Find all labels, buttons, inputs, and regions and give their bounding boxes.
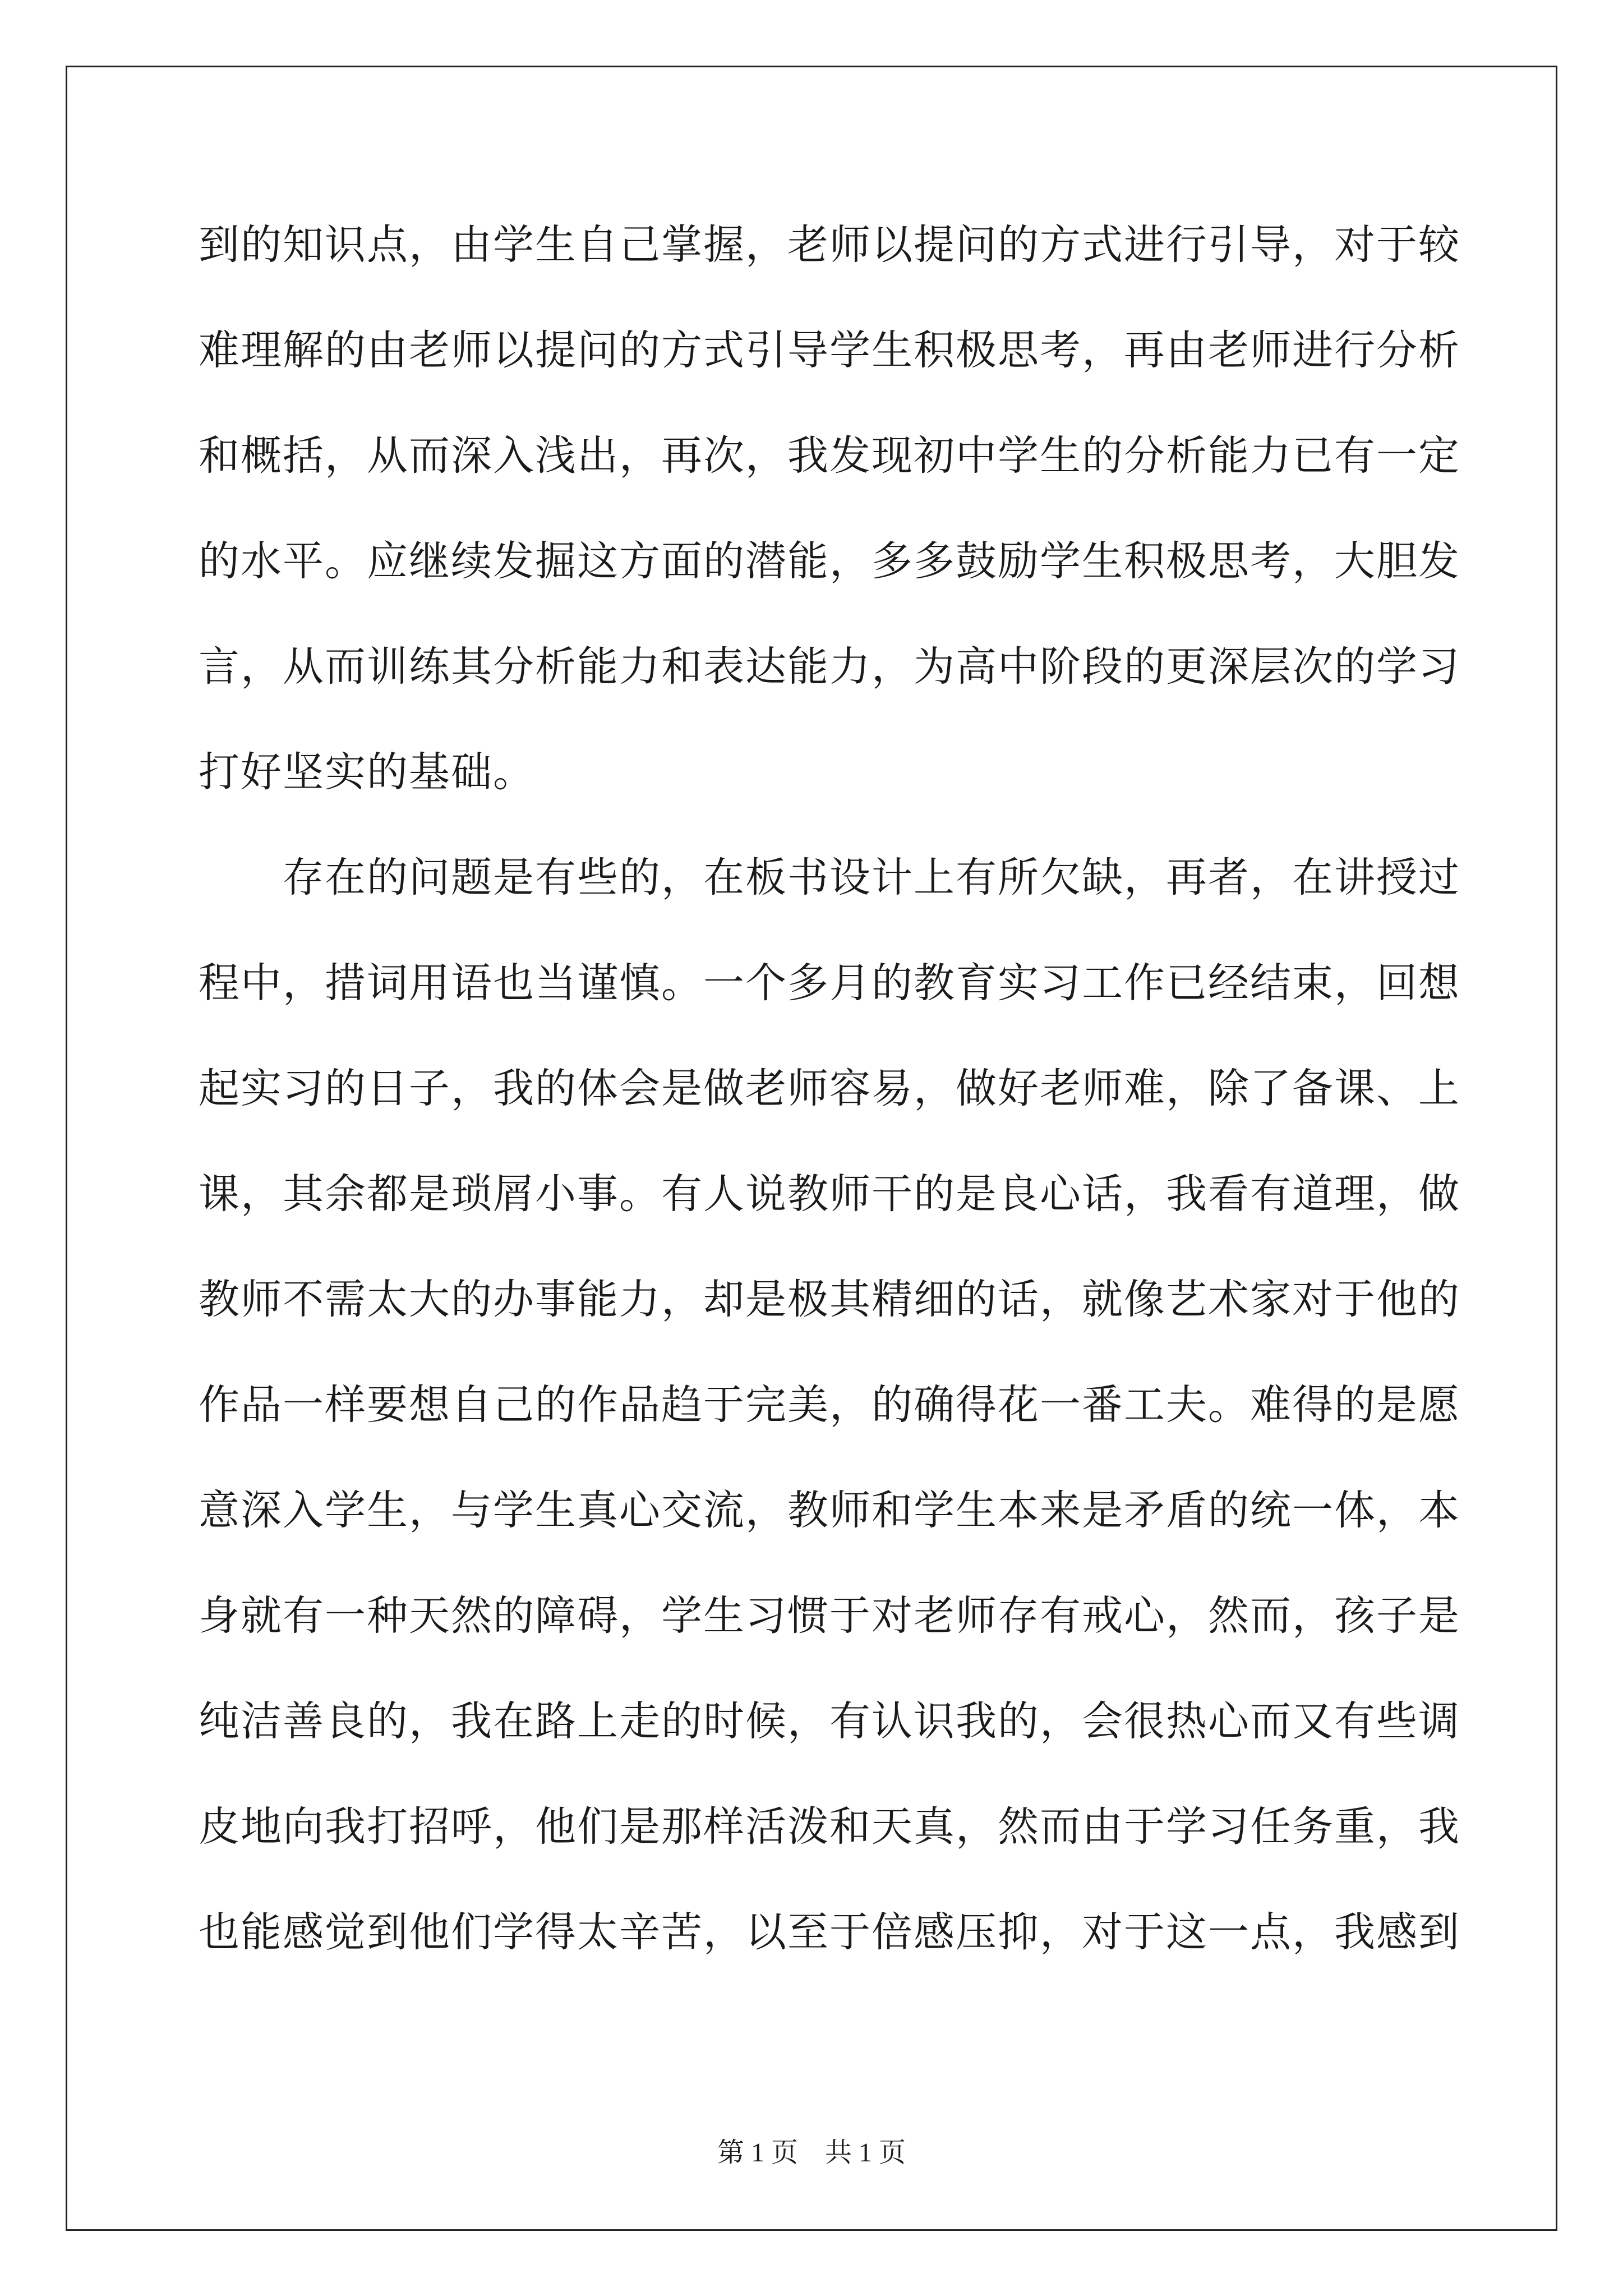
text-line: 言，从而训练其分析能力和表达能力，为高中阶段的更深层次的学习 xyxy=(199,643,1460,691)
text-line: 意深入学生，与学生真心交流，教师和学生本来是矛盾的统一体，本 xyxy=(199,1487,1460,1534)
text-line: 作品一样要想自己的作品趋于完美，的确得花一番工夫。难得的是愿 xyxy=(199,1381,1460,1429)
text-line: 存在的问题是有些的，在板书设计上有所欠缺，再者，在讲授过 xyxy=(199,854,1460,901)
text-line: 的水平。应继续发掘这方面的潜能，多多鼓励学生积极思考，大胆发 xyxy=(199,537,1460,585)
text-line: 皮地向我打招呼，他们是那样活泼和天真，然而由于学习任务重，我 xyxy=(199,1803,1460,1851)
text-line: 程中，措词用语也当谨慎。一个多月的教育实习工作已经结束，回想 xyxy=(199,959,1460,1007)
text-line: 难理解的由老师以提问的方式引导学生积极思考，再由老师进行分析 xyxy=(199,326,1460,374)
text-line: 也能感觉到他们学得太辛苦，以至于倍感压抑，对于这一点，我感到 xyxy=(199,1908,1460,1956)
text-line: 教师不需太大的办事能力，却是极其精细的话，就像艺术家对于他的 xyxy=(199,1276,1460,1323)
text-line: 身就有一种天然的障碍，学生习惯于对老师存有戒心，然而，孩子是 xyxy=(199,1592,1460,1640)
text-line: 打好坚实的基础。 xyxy=(199,748,535,796)
text-line: 起实习的日子，我的体会是做老师容易，做好老师难，除了备课、上 xyxy=(199,1065,1460,1112)
text-line: 和概括，从而深入浅出，再次，我发现初中学生的分析能力已有一定 xyxy=(199,432,1460,480)
text-line: 课，其余都是琐屑小事。有人说教师干的是良心话，我看有道理，做 xyxy=(199,1170,1460,1218)
text-line: 纯洁善良的，我在路上走的时候，有认识我的，会很热心而又有些调 xyxy=(199,1697,1460,1745)
page-number-footer: 第 1 页 共 1 页 xyxy=(717,2138,906,2168)
document-body xyxy=(199,219,1460,2012)
text-line: 到的知识点，由学生自己掌握，老师以提问的方式进行引导，对于较 xyxy=(199,221,1460,269)
